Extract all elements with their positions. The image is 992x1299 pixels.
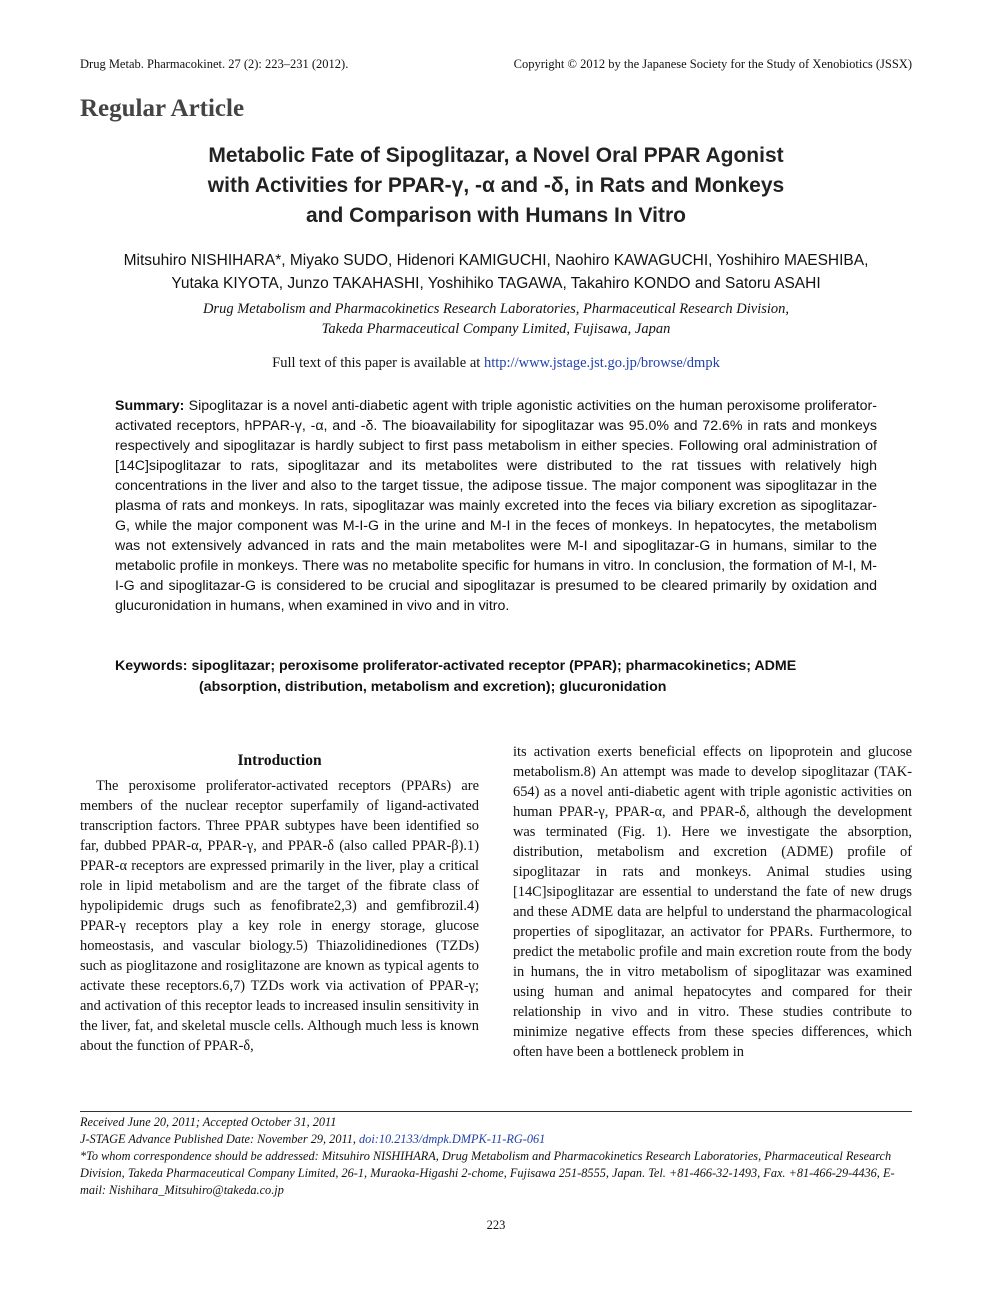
title-line: with Activities for PPAR-γ, -α and -δ, in Rats and Monkeys bbox=[207, 174, 785, 197]
keywords-block bbox=[115, 656, 885, 698]
right-column bbox=[513, 742, 912, 1062]
keywords-line: (absorption, distribution, metabolism and excretion); glucuronidation bbox=[199, 679, 667, 695]
title-line: and Comparison with Humans In Vitro bbox=[306, 204, 686, 227]
author-line: Yutaka KIYOTA, Junzo TAKAHASHI, Yoshihiko TAGAWA, Takahiro KONDO and Satoru ASAHI bbox=[171, 275, 821, 292]
affiliation-line: Drug Metabolism and Pharmacokinetics Research Laboratories, Pharmaceutical Research Division, bbox=[202, 301, 790, 317]
section-heading-introduction: Introduction bbox=[237, 752, 322, 769]
copyright-notice: Copyright © 2012 by the Japanese Society for the Study of Xenobiotics (JSSX) bbox=[513, 57, 912, 71]
fulltext-notice bbox=[80, 355, 912, 372]
author-line: Mitsuhiro NISHIHARA*, Miyako SUDO, Hidenori KAMIGUCHI, Naohiro KAWAGUCHI, Yoshihiro MAESHIBA, bbox=[123, 252, 869, 269]
footnote-divider bbox=[80, 1111, 912, 1112]
fulltext-prefix: Full text of this paper is available at bbox=[272, 355, 481, 371]
jstage-date-text: J-STAGE Advance Published Date: November 29, 2011, bbox=[80, 1132, 356, 1146]
fulltext-link[interactable]: http://www.jstage.jst.go.jp/browse/dmpk bbox=[483, 355, 720, 371]
received-dates: Received June 20, 2011; Accepted October 31, 2011 bbox=[80, 1115, 337, 1129]
journal-reference: Drug Metab. Pharmacokinet. 27 (2): 223–231 (2012). bbox=[80, 57, 349, 71]
article-title bbox=[80, 141, 912, 231]
doi-link[interactable]: doi:10.2133/dmpk.DMPK-11-RG-061 bbox=[359, 1132, 546, 1146]
footnotes bbox=[80, 1114, 912, 1199]
correspondence-note: *To whom correspondence should be addressed: Mitsuhiro NISHIHARA, Drug Metabolism and Pharmacokinetics Research Laboratories, Pharmaceutical Research Division, Takeda Pharmaceutical Company Limited, 26-1, Muraoka-Higashi 2-chome, Fujisawa 251-8555, Japan. Tel. +81-466-32-1493, Fax. +81-466-29-4436, E-mail: Nishihara_Mitsuhiro@takeda.co.jp bbox=[80, 1149, 895, 1197]
page-number: 223 bbox=[486, 1218, 506, 1232]
summary-abstract bbox=[115, 396, 877, 616]
summary-text: Sipoglitazar is a novel anti-diabetic agent with triple agonistic activities on the human peroxisome proliferator-activated receptors, hPPAR-γ, -α, and -δ. The bioavailability for sipoglitazar was 95.0% and 72.6% in rats and monkeys respectively and sipoglitazar is hardly subject to first pass metabolism in either species. Following oral administration of [14C]sipoglitazar to rats, sipoglitazar and its metabolites were distributed to the rat tissues with relatively high concentrations in the liver and also to the target tissue, the adipose tissue. The major component was sipoglitazar in the plasma of rats and monkeys. In rats, sipoglitazar was mainly excreted into the feces via biliary excretion as sipoglitazar-G, while the major component was M-I-G in the urine and M-I in the feces of monkeys. In hepatocytes, the metabolism was not extensively advanced in rats and the main metabolites were M-I and sipoglitazar-G in humans, similar to the metabolic profile in monkeys. There was no metabolite specific for humans in vitro. In conclusion, the formation of M-I, M-I-G and sipoglitazar-G is considered to be crucial and sipoglitazar is presumed to be cleared primarily by oxidation and glucuronidation in humans, when examined in vivo and in vitro. bbox=[115, 398, 877, 614]
affiliation bbox=[80, 299, 912, 339]
title-line: Metabolic Fate of Sipoglitazar, a Novel Oral PPAR Agonist bbox=[208, 144, 784, 167]
article-type-label: Regular Article bbox=[80, 95, 245, 122]
jstage-date bbox=[80, 1131, 912, 1148]
keywords-label: Keywords: bbox=[115, 658, 188, 674]
author-list bbox=[80, 249, 912, 295]
left-column bbox=[80, 742, 479, 1056]
keywords-line: sipoglitazar; peroxisome proliferator-activated receptor (PPAR); pharmacokinetics; ADME bbox=[191, 658, 797, 674]
intro-paragraph: The peroxisome proliferator-activated receptors (PPARs) are members of the nuclear receptor superfamily of ligand-activated transcription factors. Three PPAR subtypes have been identified so far, dubbed PPAR-α, PPAR-γ, and PPAR-δ (also called PPAR-β).1) PPAR-α receptors are expressed primarily in the liver, play a critical role in lipid metabolism and are the target of the fibrate class of hypolipidemic drugs such as fenofibrate2,3) and gemfibrozil.4) PPAR-γ receptors play a key role in energy storage, glucose homeostasis, and vascular biology.5) Thiazolidinediones (TZDs) such as pioglitazone and rosiglitazone are known as typical agents to activate these receptors.6,7) TZDs work via activation of PPAR-γ; and activation of this receptor leads to increased insulin sensitivity in the liver, fat, and skeletal muscle cells. Although much less is known about the function of PPAR-δ, bbox=[80, 778, 479, 1054]
summary-label: Summary: bbox=[115, 398, 185, 414]
affiliation-line: Takeda Pharmaceutical Company Limited, Fujisawa, Japan bbox=[321, 321, 671, 337]
intro-paragraph-continued: its activation exerts beneficial effects on lipoprotein and glucose metabolism.8) An attempt was made to develop sipoglitazar (TAK-654) as a novel anti-diabetic agent with triple agonistic activities on human PPAR-γ, PPAR-α, and PPAR-δ, although the development was terminated (Fig. 1). Here we investigate the absorption, distribution, metabolism and excretion (ADME) profile of sipoglitazar in rats and monkeys. Animal studies using [14C]sipoglitazar are essential to understand the fate of new drugs and these ADME data are helpful to understand the pharmacological properties of sipoglitazar, an activator for PPARs. Furthermore, to predict the metabolic profile and main excretion route from the body in humans, the in vitro metabolism of sipoglitazar was examined using human and animal hepatocytes and compared for their relationship in vivo and in vitro. These studies contribute to minimize negative effects from these species differences, which often have been a bottleneck problem in bbox=[513, 744, 912, 1060]
